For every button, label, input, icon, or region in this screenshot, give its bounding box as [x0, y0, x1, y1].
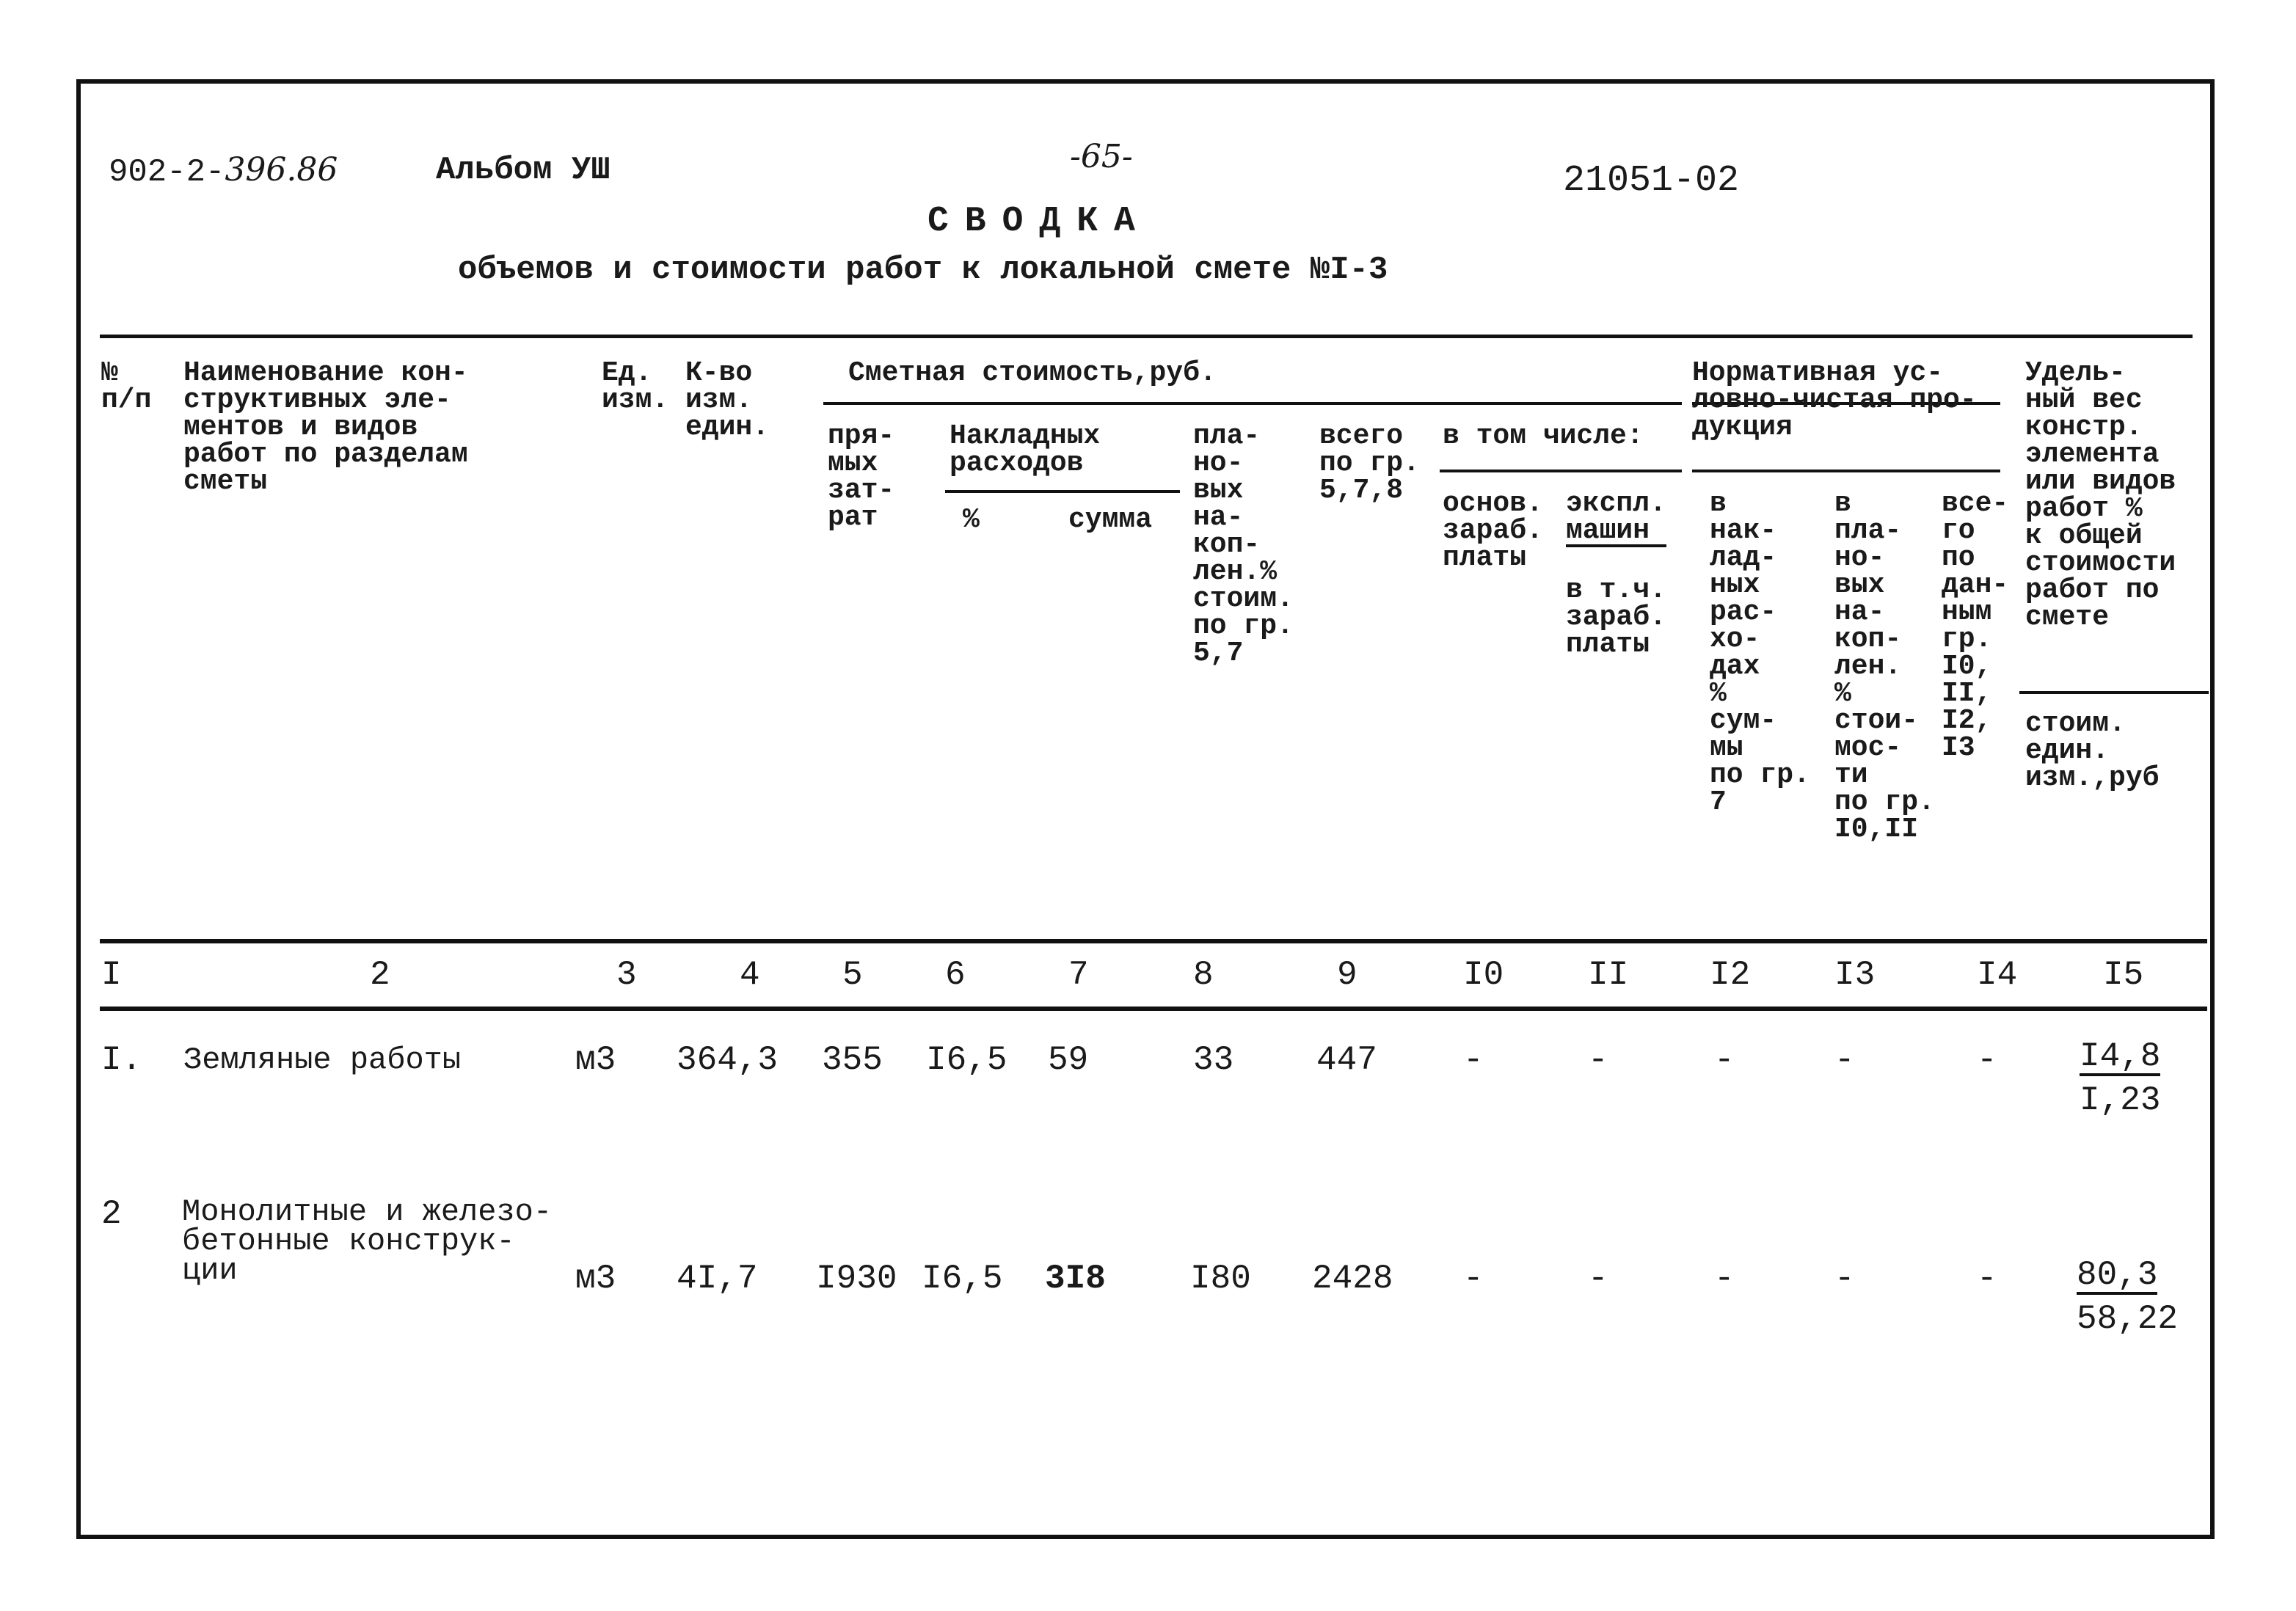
row-norm-total: - [1977, 1041, 1997, 1079]
header-bottom-rule [100, 939, 2207, 943]
album-code [109, 151, 338, 191]
row-norm-overhead: - [1714, 1260, 1735, 1298]
row-base-wages: - [1463, 1260, 1484, 1298]
overhead-group-rule [945, 490, 1180, 493]
header-total: всего по гр. 5,7,8 [1319, 420, 1420, 506]
norm-group-rule [1692, 470, 2000, 472]
row-overhead-percent: I6,5 [922, 1260, 1003, 1298]
header-direct-costs: пря- мых зат- рат [828, 420, 895, 533]
column-number: I4 [1977, 956, 2018, 994]
cost-group-rule [823, 402, 1682, 405]
row-share-and-unit-cost [2080, 1034, 2160, 1122]
column-number: 8 [1193, 956, 1214, 994]
row-norm-planned: - [1834, 1041, 1855, 1079]
header-unit: Ед. изм. [602, 357, 669, 416]
page-title: СВОДКА [927, 202, 1151, 241]
row-name: Монолитные и железо- бетонные конструк- ции [182, 1194, 553, 1288]
row-machine-operation: - [1588, 1260, 1608, 1298]
column-number: 4 [740, 956, 760, 994]
header-planned-savings: пла- но- вых на- коп- лен.% стоим. по гр. 5,7 [1193, 420, 1294, 669]
column-number: 7 [1068, 956, 1089, 994]
header-base-wages: основ. зараб. платы [1443, 488, 1543, 574]
header-overhead: Накладных расходов [950, 420, 1101, 479]
header-machine-wages: в т.ч. зараб. платы [1566, 574, 1666, 660]
header-overhead-percent: % [963, 504, 980, 536]
column-number: I0 [1463, 956, 1504, 994]
row-planned-savings: I80 [1190, 1260, 1251, 1298]
row-total: 447 [1316, 1041, 1377, 1079]
header-row-number: № п/п [101, 357, 152, 416]
header-quantity: К-во изм. един. [685, 357, 770, 443]
row-overhead-sum: 3I8 [1045, 1260, 1106, 1298]
document-number: 21051-02 [1563, 160, 1740, 202]
header-normative-product: Нормативная ус- ловно-чистая про- дукция [1692, 357, 1977, 443]
row-norm-overhead: - [1714, 1041, 1735, 1079]
column-number: 9 [1337, 956, 1357, 994]
row-share-and-unit-cost [2077, 1253, 2178, 1341]
header-name: Наименование кон- структивных эле- ментов и видов работ по разделам сметы [183, 357, 468, 497]
header-norm-planned: в пла- но- вых на- коп- лен. % стои- мос- ти по гр. I0,II [1834, 488, 1935, 845]
row-planned-savings: 33 [1193, 1041, 1234, 1079]
header-norm-total: все- го по дан- ным гр. I0, II, I2, I3 [1942, 488, 2009, 764]
row-direct-costs: I930 [816, 1260, 897, 1298]
column-numbers-rule [100, 1007, 2207, 1011]
page-number: -65- [1070, 138, 1133, 175]
row-unit-cost: I,23 [2080, 1081, 2161, 1119]
column-number: I3 [1834, 956, 1876, 994]
row-overhead-percent: I6,5 [926, 1041, 1007, 1079]
row-number: 2 [101, 1195, 122, 1233]
column-number: I [101, 956, 122, 994]
column-number: 5 [842, 956, 863, 994]
row-unit: м3 [575, 1260, 616, 1298]
row-machine-operation: - [1588, 1041, 1608, 1079]
row-share-percent: 80,3 [2077, 1256, 2158, 1294]
header-including: в том числе: [1443, 420, 1644, 452]
header-overhead-sum: сумма [1068, 504, 1153, 536]
row-norm-planned: - [1834, 1260, 1855, 1298]
row-number: I. [101, 1041, 142, 1079]
header-norm-overhead: в нак- лад- ных рас- хо- дах % сум- мы по гр. 7 [1710, 488, 1810, 818]
row-quantity: 4I,7 [677, 1260, 758, 1298]
row-base-wages: - [1463, 1041, 1484, 1079]
row-total: 2428 [1312, 1260, 1393, 1298]
album-label: Альбом УШ [436, 152, 611, 189]
h15-rule [2019, 691, 2209, 694]
row-unit-cost: 58,22 [2077, 1300, 2179, 1338]
column-number: 6 [945, 956, 966, 994]
row-share-percent: I4,8 [2080, 1037, 2161, 1075]
row-unit: м3 [575, 1041, 616, 1079]
table-top-rule [100, 335, 2193, 338]
header-machine-operation: экспл. машин [1566, 488, 1666, 547]
header-unit-cost: стоим. един. изм.,руб [2025, 708, 2160, 794]
column-number: 3 [616, 956, 637, 994]
row-direct-costs: 355 [822, 1041, 883, 1079]
header-estimated-cost: Сметная стоимость,руб. [848, 357, 1217, 389]
header-share-percent: Удель- ный вес констр. элемента или видов работ % к общей стоимости работ по смете [2025, 357, 2176, 633]
including-group-rule [1440, 470, 1682, 472]
album-code-handwritten: 396.86 [225, 151, 338, 189]
row-quantity: 364,3 [677, 1041, 779, 1079]
column-number: 2 [370, 956, 390, 994]
row-norm-total: - [1977, 1260, 1997, 1298]
row-overhead-sum: 59 [1048, 1041, 1089, 1079]
column-number: II [1588, 956, 1629, 994]
page-subtitle: объемов и стоимости работ к локальной смете №I-3 [458, 252, 1388, 288]
row-name: Земляные работы [183, 1042, 462, 1078]
album-code-prefix: 902-2- [109, 154, 225, 191]
column-number: I5 [2103, 956, 2144, 994]
column-number: I2 [1710, 956, 1751, 994]
